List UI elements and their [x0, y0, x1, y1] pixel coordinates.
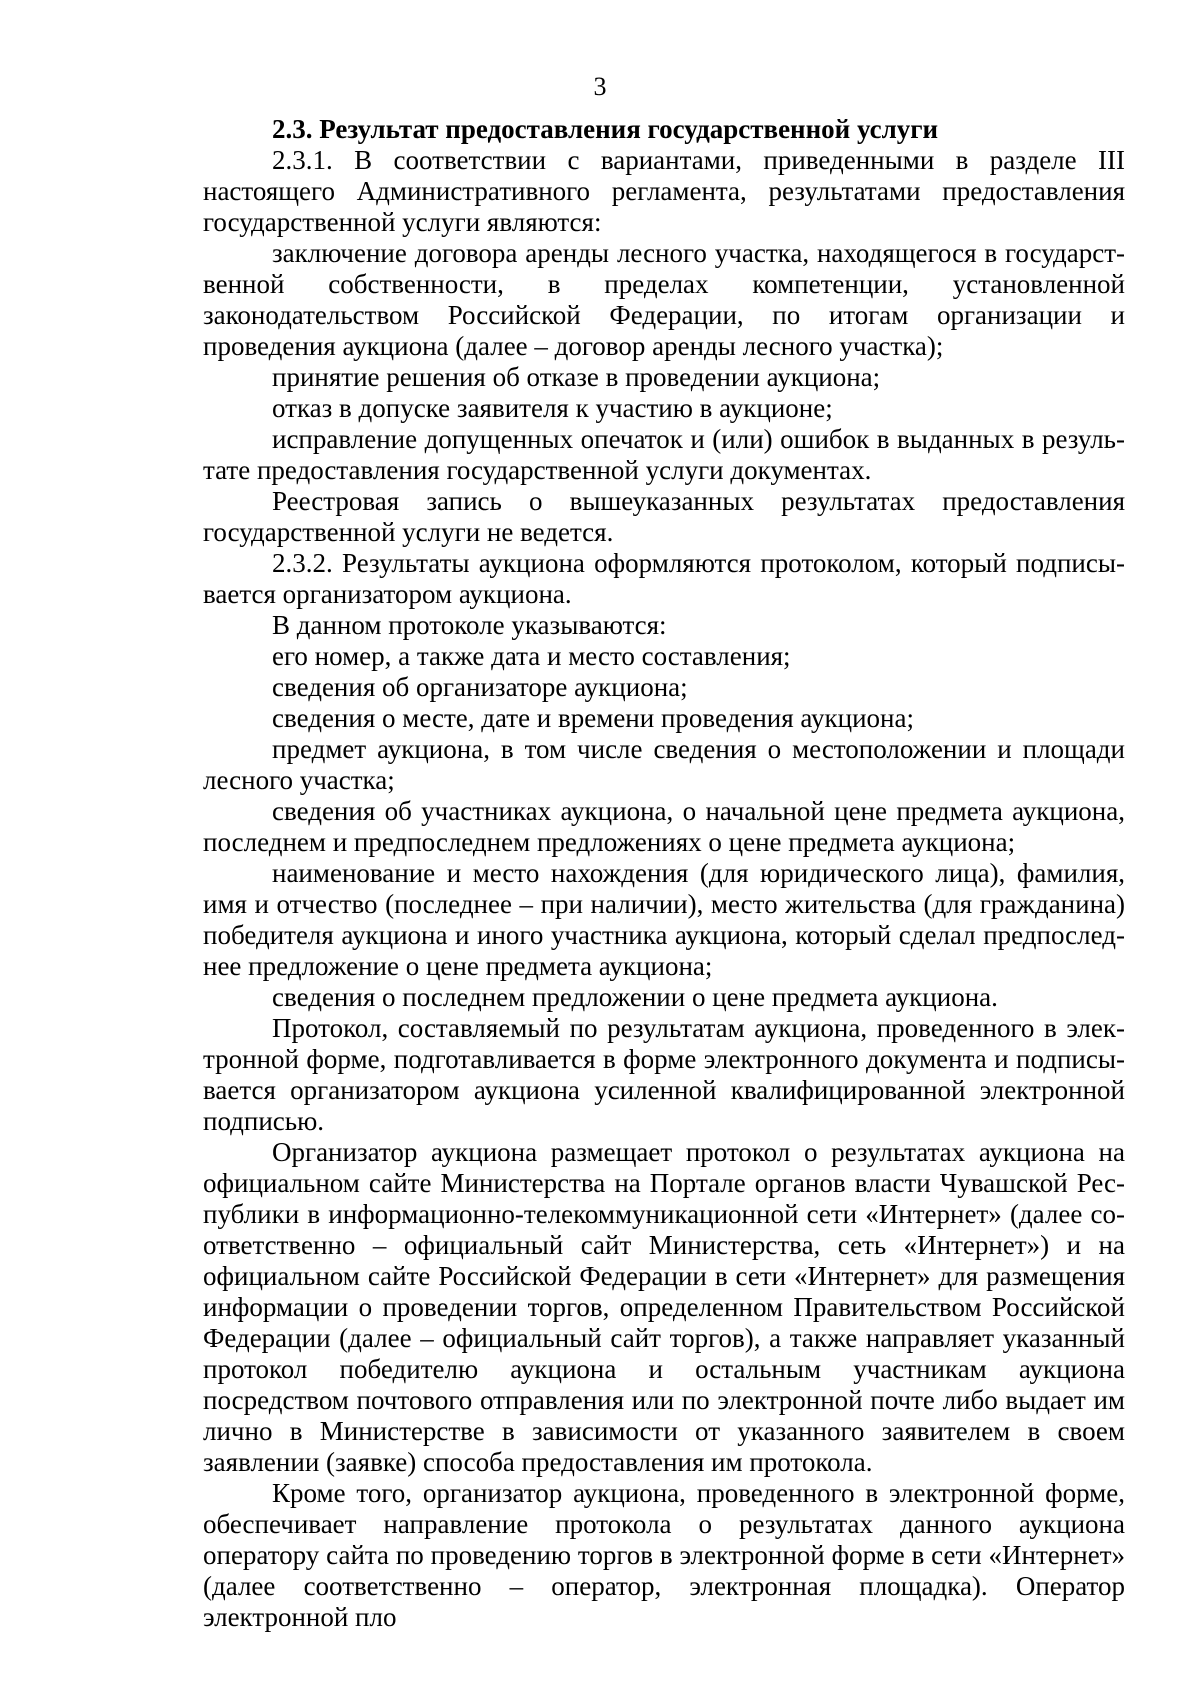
section-heading: 2.3. Результат предоставления государственной услуги	[272, 114, 939, 144]
list-item-organizer: сведения об организаторе аукциона;	[272, 672, 688, 702]
paragraph-2-3-2: 2.3.2. Результаты аукциона оформляются протоколом, который подписывается организатором аукциона.	[203, 548, 1125, 609]
list-item-typo-correction: исправление допущенных опечаток и (или) ошибок в выданных в результате предоставления государственной услуги документах.	[203, 424, 1125, 485]
paragraph-protocol-publication: Организатор аукциона размещает протокол о результатах аукциона на официальном сайте Министерства на Портале органов власти Чувашской Республики в информационно-телекоммуникационной сети «Интернет» (далее соответственно – официальный сайт Министерства, сеть «Интернет») и на официальном сайте Российской Федерации в сети «Интернет» для размещения информации о проведении торгов, определенном Правительством Российской Федерации (далее – официальный сайт торгов), а также направляет указанный протокол победителю аукциона и остальным участникам аукциона посредством почтового отправления или по электронной почте либо выдает им лично в Министерстве в зависимости от указанного заявителем в своем заявлении (заявке) способа предоставления им протокола.	[203, 1137, 1125, 1477]
list-item-lease-contract: заключение договора аренды лесного участка, находящегося в государственной собственности, в пределах компетенции, установленной законодательством Российской Федерации, по итогам организации и проведения аукциона (далее – договор аренды лесного участка);	[203, 238, 1125, 361]
list-item-number-date: его номер, а также дата и место составления;	[272, 641, 791, 671]
list-item-refusal-decision: принятие решения об отказе в проведении аукциона;	[272, 362, 881, 392]
paragraph-operator: Кроме того, организатор аукциона, проведенного в электронной форме, обеспечивает направление протокола о результатах данного аукциона оператору сайта по проведению торгов в электронной форме в сети «Интернет» (далее соответственно – оператор, электронная площадка). Оператор электронной пло	[203, 1478, 1125, 1632]
list-item-admission-refusal: отказ в допуске заявителя к участию в аукционе;	[272, 393, 833, 423]
paragraph-2-3-1: 2.3.1. В соответствии с вариантами, приведенными в разделе III настоящего Административного регламента, результатами предоставления государственной услуги являются:	[203, 145, 1125, 237]
page-number: 3	[593, 72, 607, 101]
list-item-winner: наименование и место нахождения (для юридического лица), фамилия, имя и отчество (последнее – при наличии), место жительства (для гражданина) победителя аукциона и иного участника аукциона, который сделал предпоследнее предложение о цене предмета аукциона;	[203, 858, 1125, 981]
document-body	[203, 114, 1125, 1633]
paragraph-registry-note: Реестровая запись о вышеуказанных результатах предоставления государственной услуги не ведется.	[203, 486, 1125, 547]
list-item-last-offer: сведения о последнем предложении о цене предмета аукциона.	[272, 982, 998, 1012]
paragraph-electronic-protocol: Протокол, составляемый по результатам аукциона, проведенного в электронной форме, подготавливается в форме электронного документа и подписывается организатором аукциона усиленной квалифицированной электронной подписью.	[203, 1013, 1125, 1136]
list-item-place-time: сведения о месте, дате и времени проведения аукциона;	[272, 703, 914, 733]
list-item-participants: сведения об участниках аукциона, о начальной цене предмета аукциона, последнем и предпоследнем предложениях о цене предмета аукциона;	[203, 796, 1125, 857]
list-item-subject: предмет аукциона, в том числе сведения о местоположении и площади лесного участка;	[203, 734, 1125, 795]
paragraph-protocol-contents: В данном протоколе указываются:	[272, 610, 667, 640]
